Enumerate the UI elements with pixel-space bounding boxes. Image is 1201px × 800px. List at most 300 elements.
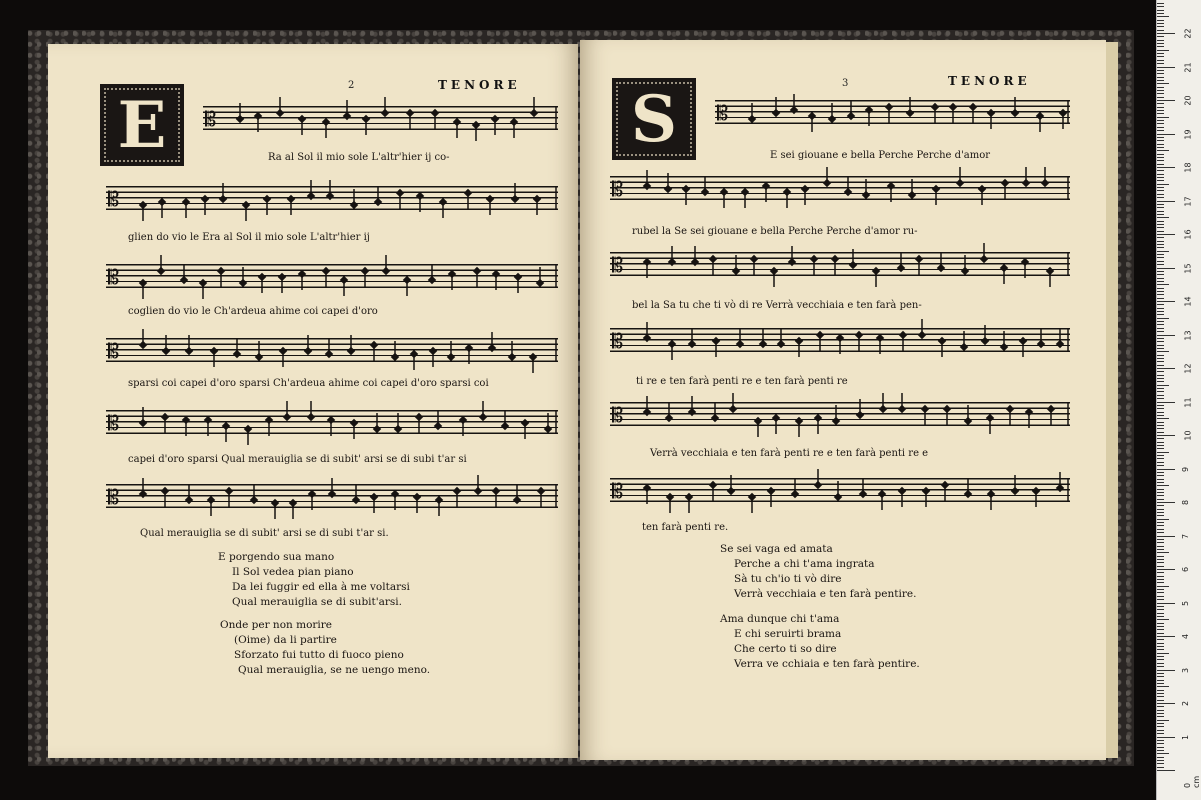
ruler-tick bbox=[1157, 412, 1164, 413]
ruler-tick bbox=[1157, 345, 1164, 346]
ruler-tick bbox=[1157, 167, 1175, 168]
ruler-tick bbox=[1157, 566, 1164, 567]
ruler-tick bbox=[1157, 170, 1164, 171]
ruler-tick bbox=[1157, 582, 1164, 583]
ruler-tick bbox=[1157, 123, 1164, 124]
ruler-tick bbox=[1157, 157, 1164, 158]
ruler-tick bbox=[1157, 241, 1164, 242]
ruler-number: 2 bbox=[1181, 700, 1191, 707]
music-staff bbox=[106, 410, 558, 434]
ruler-tick bbox=[1157, 700, 1164, 701]
ruler-tick bbox=[1157, 355, 1164, 356]
ruler-tick bbox=[1157, 338, 1164, 339]
verse-stanza bbox=[720, 542, 916, 602]
ruler-tick bbox=[1157, 147, 1164, 148]
ruler-tick bbox=[1157, 385, 1169, 386]
c-clef-icon: 𝄡 bbox=[108, 485, 120, 509]
ruler-tick bbox=[1157, 629, 1164, 630]
ruler-tick bbox=[1157, 348, 1164, 349]
ruler-tick bbox=[1157, 757, 1164, 758]
ruler-tick bbox=[1157, 455, 1164, 456]
ruler-tick bbox=[1157, 408, 1164, 409]
part-header: TENORE bbox=[438, 78, 521, 92]
ruler-tick bbox=[1157, 130, 1164, 131]
ruler-tick bbox=[1157, 505, 1164, 506]
ruler-tick bbox=[1157, 63, 1164, 64]
ruler-tick bbox=[1157, 60, 1164, 61]
ruler-unit-label: 0 cm bbox=[1183, 775, 1201, 788]
ruler-tick bbox=[1157, 83, 1169, 84]
ruler-number: 12 bbox=[1183, 363, 1193, 374]
verse-line: Il Sol vedea pian piano bbox=[232, 566, 354, 578]
ruler-tick bbox=[1157, 268, 1175, 269]
ruler-number: 10 bbox=[1183, 430, 1193, 441]
verse-line: Sà tu ch'io ti vò dire bbox=[734, 573, 842, 585]
ruler-tick bbox=[1157, 221, 1164, 222]
ruler-tick bbox=[1157, 549, 1164, 550]
ruler-number: 5 bbox=[1181, 600, 1191, 606]
ruler-number: 20 bbox=[1183, 95, 1193, 106]
ruler-tick bbox=[1157, 626, 1164, 627]
ruler-tick bbox=[1157, 676, 1164, 677]
part-header: TENORE bbox=[948, 74, 1031, 88]
ruler-number: 7 bbox=[1181, 533, 1191, 539]
ruler-tick bbox=[1157, 80, 1164, 81]
ruler-tick bbox=[1157, 733, 1164, 734]
verse-line: Se sei vaga ed amata bbox=[720, 543, 833, 555]
lyric-line: bel la Sa tu che ti vò di re Verrà vecchiaia e ten farà pen- bbox=[632, 300, 922, 311]
ruler-tick bbox=[1157, 760, 1164, 761]
ruler-tick bbox=[1157, 254, 1164, 255]
ruler-tick bbox=[1157, 97, 1164, 98]
ruler-tick bbox=[1157, 140, 1164, 141]
ruler-tick bbox=[1157, 623, 1164, 624]
ruler-tick bbox=[1157, 737, 1175, 738]
music-staff bbox=[203, 106, 558, 130]
ruler-tick bbox=[1157, 261, 1164, 262]
decorated-initial-e: E bbox=[100, 84, 184, 166]
music-staff bbox=[106, 484, 558, 508]
ruler-tick bbox=[1157, 70, 1164, 71]
verse-line: E porgendo sua mano bbox=[218, 551, 335, 563]
ruler-tick bbox=[1157, 120, 1164, 121]
ruler-number: 3 bbox=[1181, 667, 1191, 673]
ruler-tick bbox=[1157, 365, 1164, 366]
ruler-tick bbox=[1157, 251, 1169, 252]
ruler-number: 6 bbox=[1181, 566, 1191, 573]
ruler-tick bbox=[1157, 586, 1169, 587]
ruler-tick bbox=[1157, 572, 1164, 573]
ruler-tick bbox=[1157, 298, 1164, 299]
ruler-number: 18 bbox=[1183, 162, 1193, 173]
ruler-tick bbox=[1157, 636, 1175, 637]
ruler-tick bbox=[1157, 448, 1164, 449]
ruler-tick bbox=[1157, 358, 1164, 359]
ruler-tick bbox=[1157, 730, 1164, 731]
ruler-tick bbox=[1157, 606, 1164, 607]
ruler-tick bbox=[1157, 87, 1164, 88]
ruler-tick bbox=[1157, 710, 1164, 711]
ruler-tick bbox=[1157, 23, 1164, 24]
ruler-tick bbox=[1157, 609, 1164, 610]
ruler-tick bbox=[1157, 753, 1169, 754]
ruler-tick bbox=[1157, 6, 1164, 7]
ruler-tick bbox=[1157, 536, 1175, 537]
ruler-tick bbox=[1157, 90, 1164, 91]
page-edges bbox=[1104, 42, 1118, 758]
ruler-tick bbox=[1157, 525, 1164, 526]
ruler-tick bbox=[1157, 619, 1169, 620]
ruler-tick bbox=[1157, 190, 1164, 191]
ruler-tick bbox=[1157, 30, 1164, 31]
ruler-tick bbox=[1157, 50, 1169, 51]
music-staff bbox=[715, 100, 1070, 124]
lyric-line: glien do vio le Era al Sol il mio sole L'altr'hier ij bbox=[128, 232, 370, 243]
ruler-tick bbox=[1157, 46, 1164, 47]
verse-stanza bbox=[218, 550, 410, 610]
ruler-number: 13 bbox=[1183, 329, 1193, 341]
ruler-tick bbox=[1157, 391, 1164, 392]
ruler-tick bbox=[1157, 214, 1164, 215]
ruler-tick bbox=[1157, 673, 1164, 674]
c-clef-icon: 𝄡 bbox=[612, 479, 624, 503]
ruler-tick bbox=[1157, 743, 1164, 744]
ruler-number: 14 bbox=[1183, 296, 1193, 307]
left-page bbox=[48, 44, 578, 758]
verse-line: Da lei fuggir ed ella à me voltarsi bbox=[232, 581, 410, 593]
ruler-tick bbox=[1157, 177, 1164, 178]
ruler-tick bbox=[1157, 304, 1164, 305]
ruler-number: 4 bbox=[1181, 633, 1191, 640]
ruler-tick bbox=[1157, 56, 1164, 57]
ruler-tick bbox=[1157, 613, 1164, 614]
ruler-tick bbox=[1157, 294, 1164, 295]
music-staff bbox=[106, 186, 558, 210]
ruler-tick bbox=[1157, 378, 1164, 379]
ruler-tick bbox=[1157, 763, 1164, 764]
ruler-tick bbox=[1157, 237, 1164, 238]
c-clef-icon: 𝄡 bbox=[205, 107, 217, 131]
ruler-tick bbox=[1157, 288, 1164, 289]
ruler-tick bbox=[1157, 144, 1164, 145]
ruler-tick bbox=[1157, 418, 1169, 419]
ruler-tick bbox=[1157, 10, 1164, 11]
ruler-tick bbox=[1157, 559, 1164, 560]
ruler-tick bbox=[1157, 388, 1164, 389]
ruler-tick bbox=[1157, 680, 1164, 681]
ruler-tick bbox=[1157, 110, 1164, 111]
staff-notation bbox=[106, 474, 558, 518]
page-number: 3 bbox=[842, 78, 849, 89]
page-number: 2 bbox=[348, 80, 355, 91]
lyric-line: Verrà vecchiaia e ten farà penti re e ten farà penti re e bbox=[650, 448, 929, 459]
ruler-tick bbox=[1157, 274, 1164, 275]
ruler-tick bbox=[1157, 67, 1175, 68]
ruler-tick bbox=[1157, 93, 1164, 94]
ruler-tick bbox=[1157, 201, 1175, 202]
ruler-tick bbox=[1157, 311, 1164, 312]
music-staff bbox=[610, 328, 1070, 352]
ruler-tick bbox=[1157, 301, 1175, 302]
ruler-number: 15 bbox=[1183, 262, 1193, 274]
music-staff bbox=[610, 252, 1070, 276]
staff-notation bbox=[610, 242, 1070, 286]
staff-notation bbox=[106, 176, 558, 220]
ruler-tick bbox=[1157, 716, 1164, 717]
lyric-line: Qual merauiglia se di subit' arsi se di subi t'ar si. bbox=[140, 528, 389, 539]
verse-line: Verrà vecchiaia e ten farà pentire. bbox=[734, 588, 917, 600]
ruler-tick bbox=[1157, 569, 1175, 570]
ruler-tick bbox=[1157, 485, 1169, 486]
ruler-tick bbox=[1157, 552, 1169, 553]
ruler-tick bbox=[1157, 33, 1175, 34]
c-clef-icon: 𝄡 bbox=[108, 265, 120, 289]
ruler-number: 22 bbox=[1183, 28, 1193, 39]
ruler-tick bbox=[1157, 77, 1164, 78]
ruler-tick bbox=[1157, 40, 1164, 41]
ruler-tick bbox=[1157, 335, 1175, 336]
ruler-tick bbox=[1157, 529, 1164, 530]
lyric-line: Ra al Sol il mio sole L'altr'hier ij co- bbox=[268, 152, 450, 163]
staff-notation bbox=[715, 90, 1070, 134]
ruler-tick bbox=[1157, 495, 1164, 496]
ruler-tick bbox=[1157, 596, 1164, 597]
verse-line: Qual merauiglia, se ne uengo meno. bbox=[238, 664, 431, 676]
ruler-tick bbox=[1157, 686, 1169, 687]
ruler-tick bbox=[1157, 546, 1164, 547]
c-clef-icon: 𝄡 bbox=[108, 411, 120, 435]
ruler-tick bbox=[1157, 502, 1175, 503]
ruler-tick bbox=[1157, 690, 1164, 691]
ruler-number: 1 bbox=[1181, 734, 1191, 740]
ruler-tick bbox=[1157, 475, 1164, 476]
ruler-tick bbox=[1157, 127, 1164, 128]
ruler-tick bbox=[1157, 100, 1175, 101]
ruler-tick bbox=[1157, 579, 1164, 580]
ruler-tick bbox=[1157, 720, 1169, 721]
right-page bbox=[580, 40, 1106, 760]
ruler-tick bbox=[1157, 696, 1164, 697]
ruler-tick bbox=[1157, 164, 1164, 165]
ruler-tick bbox=[1157, 73, 1164, 74]
ruler-tick bbox=[1157, 713, 1164, 714]
c-clef-icon: 𝄡 bbox=[717, 101, 729, 125]
ruler-tick bbox=[1157, 438, 1164, 439]
ruler-tick bbox=[1157, 137, 1164, 138]
ruler-tick bbox=[1157, 703, 1175, 704]
ruler-tick bbox=[1157, 592, 1164, 593]
ruler-tick bbox=[1157, 435, 1175, 436]
ruler-tick bbox=[1157, 770, 1175, 771]
verse-line: (Oime) da li partire bbox=[234, 634, 337, 646]
ruler-tick bbox=[1157, 599, 1164, 600]
ruler-tick bbox=[1157, 234, 1175, 235]
ruler-number: 11 bbox=[1183, 396, 1193, 408]
decorated-initial-s: S bbox=[612, 78, 696, 160]
ruler-tick bbox=[1157, 706, 1164, 707]
music-staff bbox=[610, 176, 1070, 200]
lyric-line: coglien do vio le Ch'ardeua ahime coi capei d'oro bbox=[128, 306, 378, 317]
verse-stanza bbox=[220, 618, 430, 678]
c-clef-icon: 𝄡 bbox=[612, 403, 624, 427]
ruler-tick bbox=[1157, 639, 1164, 640]
staff-notation bbox=[106, 254, 558, 298]
staff-notation bbox=[203, 96, 558, 140]
ruler-tick bbox=[1157, 174, 1164, 175]
ruler-tick bbox=[1157, 589, 1164, 590]
ruler-tick bbox=[1157, 542, 1164, 543]
ruler-tick bbox=[1157, 659, 1164, 660]
ruler-tick bbox=[1157, 556, 1164, 557]
ruler-tick bbox=[1157, 324, 1164, 325]
ruler-tick bbox=[1157, 395, 1164, 396]
verse-line: Verra ve cchiaia e ten farà pentire. bbox=[734, 658, 920, 670]
staff-notation bbox=[610, 318, 1070, 362]
ruler-tick bbox=[1157, 341, 1164, 342]
ruler-tick bbox=[1157, 469, 1175, 470]
ruler-tick bbox=[1157, 462, 1164, 463]
ruler-tick bbox=[1157, 465, 1164, 466]
ruler-tick bbox=[1157, 398, 1164, 399]
ruler-tick bbox=[1157, 432, 1164, 433]
ruler-tick bbox=[1157, 482, 1164, 483]
c-clef-icon: 𝄡 bbox=[612, 253, 624, 277]
ruler-tick bbox=[1157, 16, 1169, 17]
ruler-tick bbox=[1157, 314, 1164, 315]
centimeter-ruler bbox=[1156, 0, 1201, 800]
c-clef-icon: 𝄡 bbox=[108, 339, 120, 363]
ruler-tick bbox=[1157, 405, 1164, 406]
ruler-tick bbox=[1157, 616, 1164, 617]
verse-line: Che certo ti so dire bbox=[734, 643, 837, 655]
staff-notation bbox=[106, 400, 558, 444]
lyric-line: capei d'oro sparsi Qual merauiglia se di subit' arsi se di subi t'ar si bbox=[128, 454, 467, 465]
c-clef-icon: 𝄡 bbox=[612, 329, 624, 353]
ruler-tick bbox=[1157, 284, 1169, 285]
ruler-tick bbox=[1157, 519, 1169, 520]
ruler-tick bbox=[1157, 381, 1164, 382]
lyric-line: rubel la Se sei giouane e bella Perche Perche d'amor ru- bbox=[632, 226, 918, 237]
ruler-tick bbox=[1157, 670, 1175, 671]
ruler-tick bbox=[1157, 107, 1164, 108]
ruler-number: 16 bbox=[1183, 229, 1193, 240]
c-clef-icon: 𝄡 bbox=[108, 187, 120, 211]
ruler-tick bbox=[1157, 747, 1164, 748]
ruler-tick bbox=[1157, 331, 1164, 332]
ruler-tick bbox=[1157, 361, 1164, 362]
ruler-tick bbox=[1157, 180, 1164, 181]
verse-line: Onde per non morire bbox=[220, 619, 333, 631]
ruler-tick bbox=[1157, 723, 1164, 724]
ruler-tick bbox=[1157, 103, 1164, 104]
verse-stanza bbox=[720, 612, 920, 672]
ruler-tick bbox=[1157, 509, 1164, 510]
ruler-tick bbox=[1157, 134, 1175, 135]
ruler-tick bbox=[1157, 308, 1164, 309]
ruler-tick bbox=[1157, 217, 1169, 218]
ruler-tick bbox=[1157, 515, 1164, 516]
ruler-tick bbox=[1157, 160, 1164, 161]
ruler-tick bbox=[1157, 207, 1164, 208]
ruler-tick bbox=[1157, 653, 1169, 654]
ruler-tick bbox=[1157, 458, 1164, 459]
ruler-tick bbox=[1157, 257, 1164, 258]
ruler-tick bbox=[1157, 422, 1164, 423]
ruler-tick bbox=[1157, 428, 1164, 429]
ruler-tick bbox=[1157, 750, 1164, 751]
ruler-tick bbox=[1157, 522, 1164, 523]
music-staff bbox=[106, 338, 558, 362]
verse-line: E chi seruirti brama bbox=[734, 628, 842, 640]
ruler-tick bbox=[1157, 43, 1164, 44]
ruler-tick bbox=[1157, 368, 1175, 369]
ruler-tick bbox=[1157, 649, 1164, 650]
ruler-tick bbox=[1157, 402, 1175, 403]
ruler-tick bbox=[1157, 643, 1164, 644]
ruler-tick bbox=[1157, 281, 1164, 282]
lyric-line: sparsi coi capei d'oro sparsi Ch'ardeua ahime coi capei d'oro sparsi coi bbox=[128, 378, 489, 389]
ruler-tick bbox=[1157, 767, 1164, 768]
ruler-tick bbox=[1157, 211, 1164, 212]
ruler-tick bbox=[1157, 452, 1169, 453]
ruler-tick bbox=[1157, 646, 1164, 647]
ruler-tick bbox=[1157, 53, 1164, 54]
music-staff bbox=[610, 478, 1070, 502]
ruler-tick bbox=[1157, 740, 1164, 741]
ruler-tick bbox=[1157, 3, 1164, 4]
ruler-tick bbox=[1157, 666, 1164, 667]
ruler-tick bbox=[1157, 113, 1164, 114]
ruler-tick bbox=[1157, 13, 1164, 14]
staff-notation bbox=[610, 468, 1070, 512]
ruler-tick bbox=[1157, 693, 1164, 694]
ruler-tick bbox=[1157, 371, 1164, 372]
ruler-tick bbox=[1157, 154, 1164, 155]
verse-line: Qual merauiglia se di subit'arsi. bbox=[232, 596, 402, 608]
verse-line: Sforzato fui tutto di fuoco pieno bbox=[234, 649, 404, 661]
ruler-number: 17 bbox=[1183, 195, 1193, 207]
ruler-tick bbox=[1157, 656, 1164, 657]
lyric-line: ti re e ten farà penti re e ten farà penti re bbox=[636, 376, 848, 387]
ruler-tick bbox=[1157, 539, 1164, 540]
ruler-tick bbox=[1157, 328, 1164, 329]
ruler-tick bbox=[1157, 231, 1164, 232]
verse-line: Perche a chi t'ama ingrata bbox=[734, 558, 875, 570]
lyric-line: E sei giouane e bella Perche Perche d'amor bbox=[770, 150, 991, 161]
ruler-tick bbox=[1157, 445, 1164, 446]
ruler-tick bbox=[1157, 512, 1164, 513]
staff-notation bbox=[610, 392, 1070, 436]
staff-notation bbox=[610, 166, 1070, 210]
ruler-tick bbox=[1157, 291, 1164, 292]
ruler-tick bbox=[1157, 36, 1164, 37]
ruler-tick bbox=[1157, 492, 1164, 493]
ruler-tick bbox=[1157, 633, 1164, 634]
c-clef-icon: 𝄡 bbox=[612, 177, 624, 201]
ruler-tick bbox=[1157, 683, 1164, 684]
ruler-tick bbox=[1157, 442, 1164, 443]
ruler-tick bbox=[1157, 247, 1164, 248]
ruler-number: 9 bbox=[1181, 466, 1191, 472]
ruler-tick bbox=[1157, 318, 1169, 319]
ruler-tick bbox=[1157, 184, 1169, 185]
ruler-tick bbox=[1157, 499, 1164, 500]
verse-line: Ama dunque chi t'ama bbox=[720, 613, 840, 625]
ruler-tick bbox=[1157, 278, 1164, 279]
ruler-tick bbox=[1157, 479, 1164, 480]
ruler-tick bbox=[1157, 603, 1175, 604]
ruler-tick bbox=[1157, 562, 1164, 563]
